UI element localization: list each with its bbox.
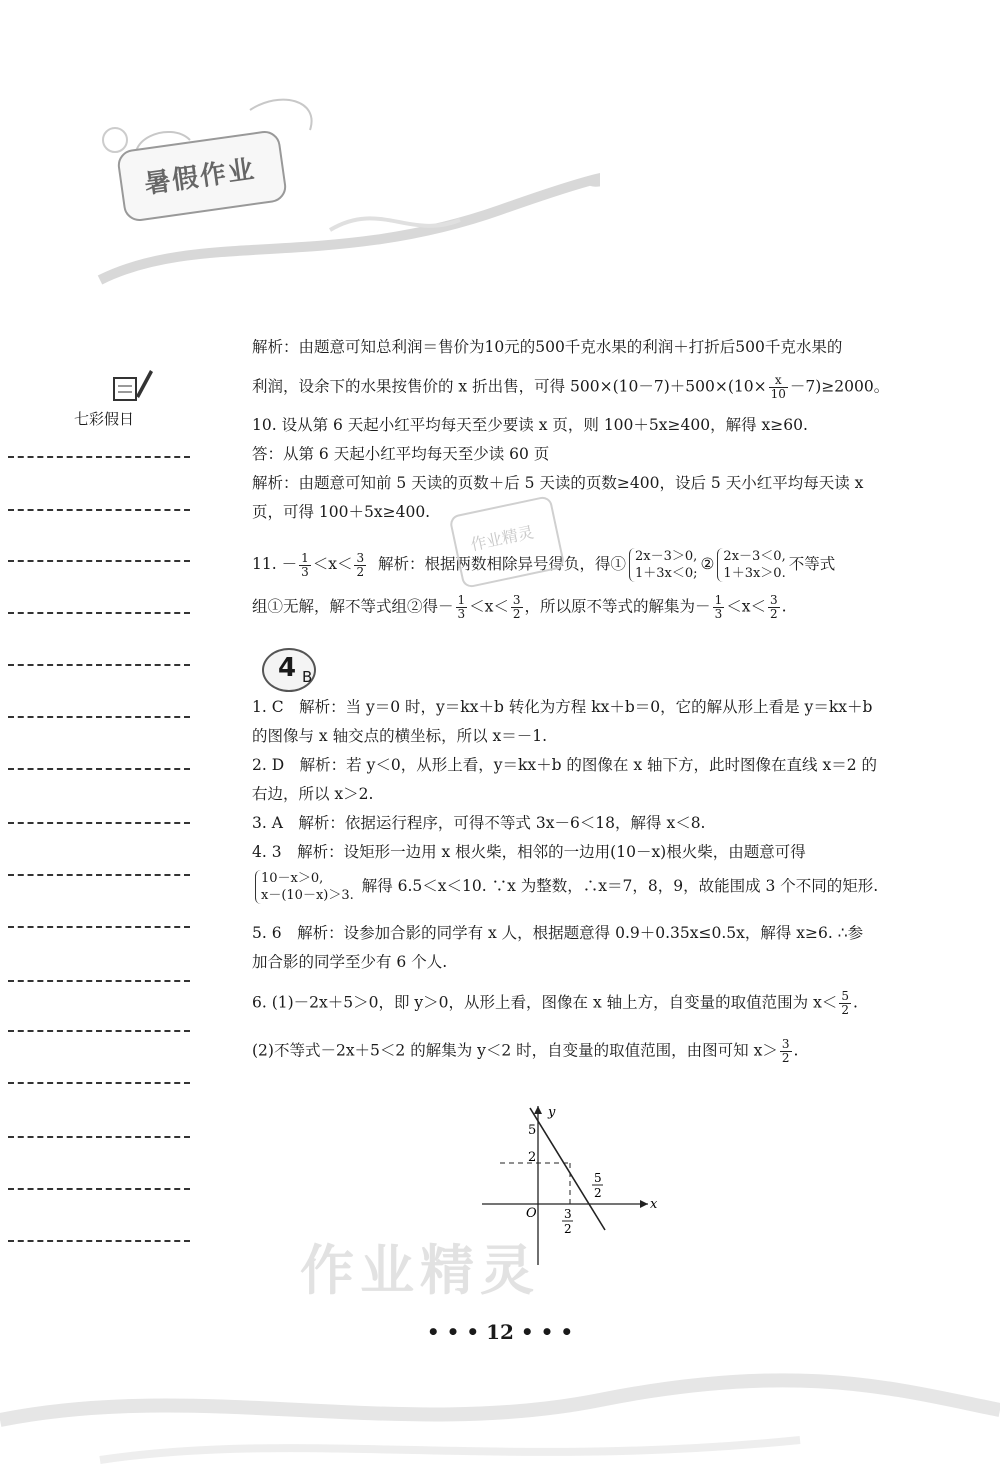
y-axis-arrow-icon: [534, 1106, 542, 1114]
fraction-label-denominator: 2: [564, 1222, 572, 1236]
tick-label-2: 2: [528, 1150, 537, 1165]
section-badge: [262, 648, 316, 692]
note-line: [8, 1082, 190, 1084]
text-line: 解析：由题意可知总利润＝售价为10元的500千克水果的利润＋打折后500千克水果的: [252, 338, 843, 356]
note-line: [8, 716, 190, 718]
header-banner-text: 暑假作业: [142, 154, 258, 200]
fraction-label-numerator: 3: [564, 1207, 572, 1221]
note-line: [8, 874, 190, 876]
text-line: 利润，设余下的水果按售价的 x 折出售，可得 500×(10－7)＋500×(10× $\frac{x}{10}$ －7)≥2000。: [252, 373, 890, 401]
answer-b6-1: 6. (1)－2x＋5＞0，即 y＞0，从形上看，图像在 x 轴上方，自变量的取值范围为 x＜ $\frac{5}{2}$ .: [252, 989, 858, 1017]
text-line: 页，可得 100＋5x≥400.: [252, 503, 431, 521]
note-line: [8, 1188, 190, 1190]
text-line: 解析：由题意可知前 5 天读的页数＋后 5 天读的页数≥400，设后 5 天小红平均每天读 x: [252, 474, 864, 492]
note-line: [8, 822, 190, 824]
note-line: [8, 1136, 190, 1138]
answer-10: 答：从第 6 天起小红平均每天至少读 60 页: [252, 445, 550, 463]
y-axis-label: y: [548, 1105, 556, 1120]
answer-b3: 3. A 解析：依据运行程序，可得不等式 3x－6＜18，解得 x＜8.: [252, 814, 706, 832]
fraction-label-denominator: 2: [594, 1186, 602, 1200]
text-line: 的图像与 x 轴交点的横坐标，所以 x＝－1.: [252, 727, 548, 745]
text-line: 加合影的同学至少有 6 个人.: [252, 953, 448, 971]
note-line: [8, 926, 190, 928]
note-line: [8, 456, 190, 458]
note-line: [8, 664, 190, 666]
tick-label-5: 5: [528, 1123, 537, 1138]
stamp-watermark: 作业精灵: [448, 495, 565, 589]
footer-decoration: [0, 1360, 1000, 1471]
note-line: [8, 509, 190, 511]
note-line: [8, 1240, 190, 1242]
answer-b2: 2. D 解析：若 y＜0，从形上看，y＝kx＋b 的图像在 x 轴下方，此时图像在直线 x＝2 的: [252, 756, 877, 774]
fraction-label-numerator: 5: [594, 1171, 602, 1185]
note-line: [8, 612, 190, 614]
note-line: [8, 980, 190, 982]
question-10: 10. 设从第 6 天起小红平均每天至少要读 x 页，则 100＋5x≥400，解得 x≥60.: [252, 416, 808, 434]
pen-notebook-icon: [110, 366, 154, 408]
note-line: [8, 560, 190, 562]
sidebar-title: 七彩假日: [74, 410, 135, 428]
text-line: 10－x＞0, x－(10－x)＞3. 解得 6.5＜x＜10. ∵x 为整数，∴x＝7，8，9，故能围成 3 个不同的矩形.: [252, 870, 878, 904]
section-number: 4: [278, 653, 297, 683]
answer-b5: 5. 6 解析：设参加合影的同学有 x 人，根据题意得 0.9＋0.35x≤0.5x，解得 x≥6. ∴参: [252, 924, 864, 942]
origin-label: O: [526, 1206, 537, 1221]
note-line: [8, 768, 190, 770]
text-line: 右边，所以 x＞2.: [252, 785, 374, 803]
answer-b4: 4. 3 解析：设矩形一边用 x 根火柴，相邻的一边用(10－x)根火柴，由题意可得: [252, 843, 806, 861]
x-axis-arrow-icon: [640, 1200, 648, 1208]
watermark-text: 作业精灵: [300, 1239, 540, 1302]
answer-b6-2: (2)不等式－2x＋5＜2 的解集为 y＜2 时，自变量的取值范围，由图可知 x＞ $\frac{3}{2}$ .: [252, 1037, 799, 1065]
text-line: 组①无解，解不等式组②得－ $\frac{1}{3}$ ＜x＜ $\frac{3}{2}$ ，所以原不等式的解集为－ $\frac{1}{3}$ ＜x＜ $\frac{3}{2}$ .: [252, 593, 787, 621]
page-number: • • • 12 • • •: [426, 1320, 574, 1344]
section-letter: B: [302, 668, 313, 686]
x-axis-label: x: [650, 1197, 658, 1212]
note-line: [8, 1030, 190, 1032]
question-11: 11. － $\frac{1}{3}$ ＜x＜ $\frac{3}{2}$ 解析：根据两数相除异号得负，得① 2x－3＞0, 1＋3x＜0; ② 2x－3＜0, 1＋3x＞0. 不等式: [252, 549, 836, 581]
answer-b1: 1. C 解析：当 y＝0 时，y＝kx＋b 转化为方程 kx＋b＝0，它的解从形上看是 y＝kx＋b: [252, 698, 873, 716]
